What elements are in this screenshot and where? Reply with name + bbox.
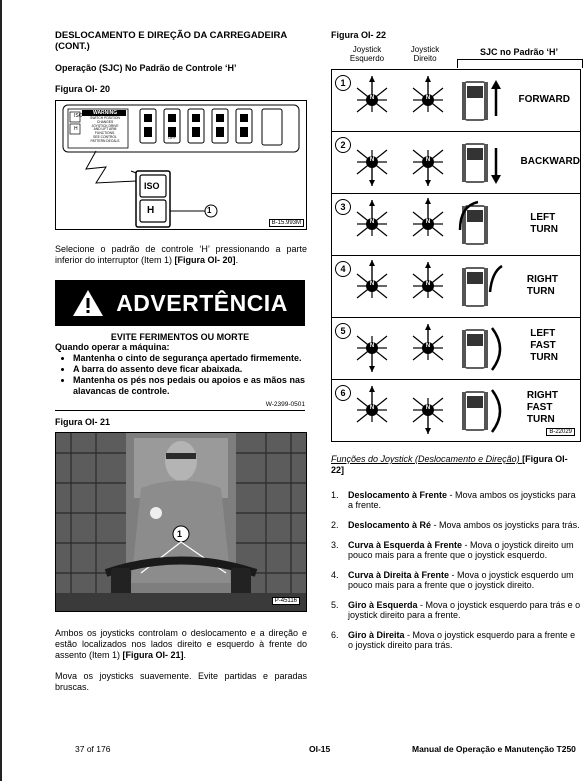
joystick-row [331, 318, 581, 380]
joystick-neutral-mark: N [369, 219, 375, 225]
figure-22-header [331, 45, 581, 69]
right-column [331, 30, 581, 660]
machine-direction-icon [458, 262, 504, 317]
warning-block [55, 280, 305, 411]
function-item: 4. Curva à Direita à Frente - Mova o joystick esquerdo um pouco mais para a frente que o joystick direito. [331, 570, 574, 590]
figure-20-callout: 1 [207, 206, 212, 215]
joystick-row [331, 132, 581, 194]
col-sjc: SJC no Padrão ‘H’ [479, 47, 559, 57]
switch-h-label: H [147, 205, 155, 216]
panel-off-text: OFF [168, 135, 176, 140]
direction-label: FORWARD [518, 94, 570, 105]
left-joystick-icon [350, 196, 394, 257]
joystick-neutral-mark: N [425, 157, 431, 163]
row-number: 1 [335, 75, 351, 91]
figure-21-photo [55, 432, 307, 612]
right-joystick-icon [406, 382, 450, 443]
machine-direction-icon [458, 386, 504, 441]
figure-21-callout: 1 [177, 529, 183, 539]
warning-banner [55, 280, 305, 326]
function-item: 1. Deslocamento à Frente - Mova ambos os joysticks para a frente. [331, 490, 576, 510]
switch-iso-label: ISO [144, 181, 160, 191]
direction-label: LEFT TURN [530, 212, 558, 235]
warning-item: • Mantenha o cinto de segurança apertado firmemente. [73, 353, 305, 364]
left-joystick-icon [350, 72, 394, 133]
machine-direction-icon [458, 200, 504, 255]
left-column [55, 30, 307, 693]
paragraph-select-pattern: Selecione o padrão de controle ‘H’ pressionando a parte inferior do interruptor (Item 1) [Figura OI- 20]. [55, 244, 307, 265]
direction-label: RIGHT FAST TURN [526, 390, 558, 425]
figure-20 [55, 100, 307, 230]
panel-iso-text: ISO [74, 113, 83, 119]
functions-title: Funções do Joystick (Deslocamento e Direção) [Figura OI- 22] [331, 454, 568, 475]
joystick-neutral-mark: N [369, 405, 375, 411]
function-item: 6. Giro à Direita - Mova o joystick esquerdo para a frente e o joystick direito para trás. [331, 630, 576, 650]
warning-list [55, 353, 305, 397]
panel-h-text: H [74, 126, 78, 132]
joystick-row [331, 380, 581, 442]
warning-subtitle: EVITE FERIMENTOS OU MORTE [110, 332, 250, 342]
left-joystick-icon [350, 382, 394, 443]
footer-page-count: 37 of 176 [75, 744, 111, 754]
figure-21-code: P-45116 [272, 597, 300, 605]
sub-heading: Operação (SJC) No Padrão de Controle ‘H’ [55, 63, 237, 73]
joystick-neutral-mark: N [425, 281, 431, 287]
row-number: 3 [335, 199, 351, 215]
right-joystick-icon [406, 258, 450, 319]
warning-code: W-2399-0501 [265, 401, 305, 408]
footer-manual-title: Manual de Operação e Manutenção T250 [412, 744, 576, 754]
joystick-neutral-mark: N [369, 281, 375, 287]
footer-page-code: OI-15 [309, 744, 331, 754]
right-joystick-icon [406, 134, 450, 195]
function-item: 3. Curva à Esquerda à Frente - Mova o joystick direito um pouco mais para a frente que o joystick esquerdo. [331, 540, 574, 560]
figure-21-label: Figura OI- 21 [55, 417, 111, 427]
warning-item: • Mantenha os pés nos pedais ou apoios e as mãos nas alavancas de controle. [73, 375, 305, 397]
joystick-neutral-mark: N [425, 405, 431, 411]
function-item: 5. Giro à Esquerda - Mova o joystick esquerdo para trás e o joystick direito para a frente. [331, 600, 581, 620]
joystick-row [331, 70, 581, 132]
figure-22-code: B-22029 [546, 428, 575, 436]
left-joystick-icon [350, 320, 394, 381]
machine-direction-icon [458, 324, 504, 379]
direction-label: RIGHT TURN [526, 274, 558, 297]
warning-rule [55, 410, 305, 411]
page-edge [0, 0, 2, 781]
figure-20-code: B-15.993M [269, 219, 304, 227]
operator-seat-photo [56, 433, 306, 611]
col-right-joystick: Joystick Direito [410, 45, 440, 63]
joystick-neutral-mark: N [369, 157, 375, 163]
panel-warning-title: WARNING [93, 110, 118, 116]
warning-lead: Quando operar a máquina: [55, 342, 170, 352]
joystick-neutral-mark: N [369, 95, 375, 101]
paragraph-joysticks: Ambos os joysticks controlam o deslocamento e a direção e estão localizados nos lados direito e esquerdo à frente do assento (Item 1) [Figura OI- 21]. [55, 628, 307, 660]
section-heading: DESLOCAMENTO E DIREÇÃO DA CARREGADEIRA (CONT.) [55, 30, 287, 52]
right-joystick-icon [406, 320, 450, 381]
right-joystick-icon [406, 72, 450, 133]
warning-item: • A barra do assento deve ficar abaixada. [73, 364, 305, 375]
joystick-neutral-mark: N [425, 343, 431, 349]
functions-list [331, 490, 581, 650]
row-number: 4 [335, 261, 351, 277]
machine-direction-icon [458, 138, 504, 193]
paragraph-smooth: Mova os joysticks suavemente. Evite partidas e paradas bruscas. [55, 671, 307, 692]
row-number: 5 [335, 323, 351, 339]
row-number: 2 [335, 137, 351, 153]
figure-22-label: Figura OI- 22 [331, 30, 387, 40]
warning-title: ADVERTÊNCIA [116, 289, 288, 316]
left-joystick-icon [350, 134, 394, 195]
joystick-neutral-mark: N [425, 219, 431, 225]
direction-label: LEFT FAST TURN [530, 328, 558, 363]
panel-warning-lines: SWITCH POSITION CHANGES JOYSTICK DRIVE AND LIFT ARM FUNCTIONS. SEE CONTROL PATTERN DECALS [90, 116, 120, 143]
machine-direction-icon [458, 76, 504, 131]
warning-triangle-icon [72, 288, 104, 318]
col-left-joystick: Joystick Esquerdo [349, 45, 385, 63]
direction-label: BACKWARD [520, 156, 580, 167]
function-item: 2. Deslocamento à Ré - Mova ambos os joysticks para trás. [331, 520, 580, 530]
joystick-table [331, 69, 581, 442]
joystick-neutral-mark: N [425, 95, 431, 101]
figure-20-label: Figura OI- 20 [55, 84, 111, 94]
left-joystick-icon [350, 258, 394, 319]
right-joystick-icon [406, 196, 450, 257]
joystick-neutral-mark: N [369, 343, 375, 349]
row-number: 6 [335, 385, 351, 401]
joystick-row [331, 194, 581, 256]
joystick-row [331, 256, 581, 318]
